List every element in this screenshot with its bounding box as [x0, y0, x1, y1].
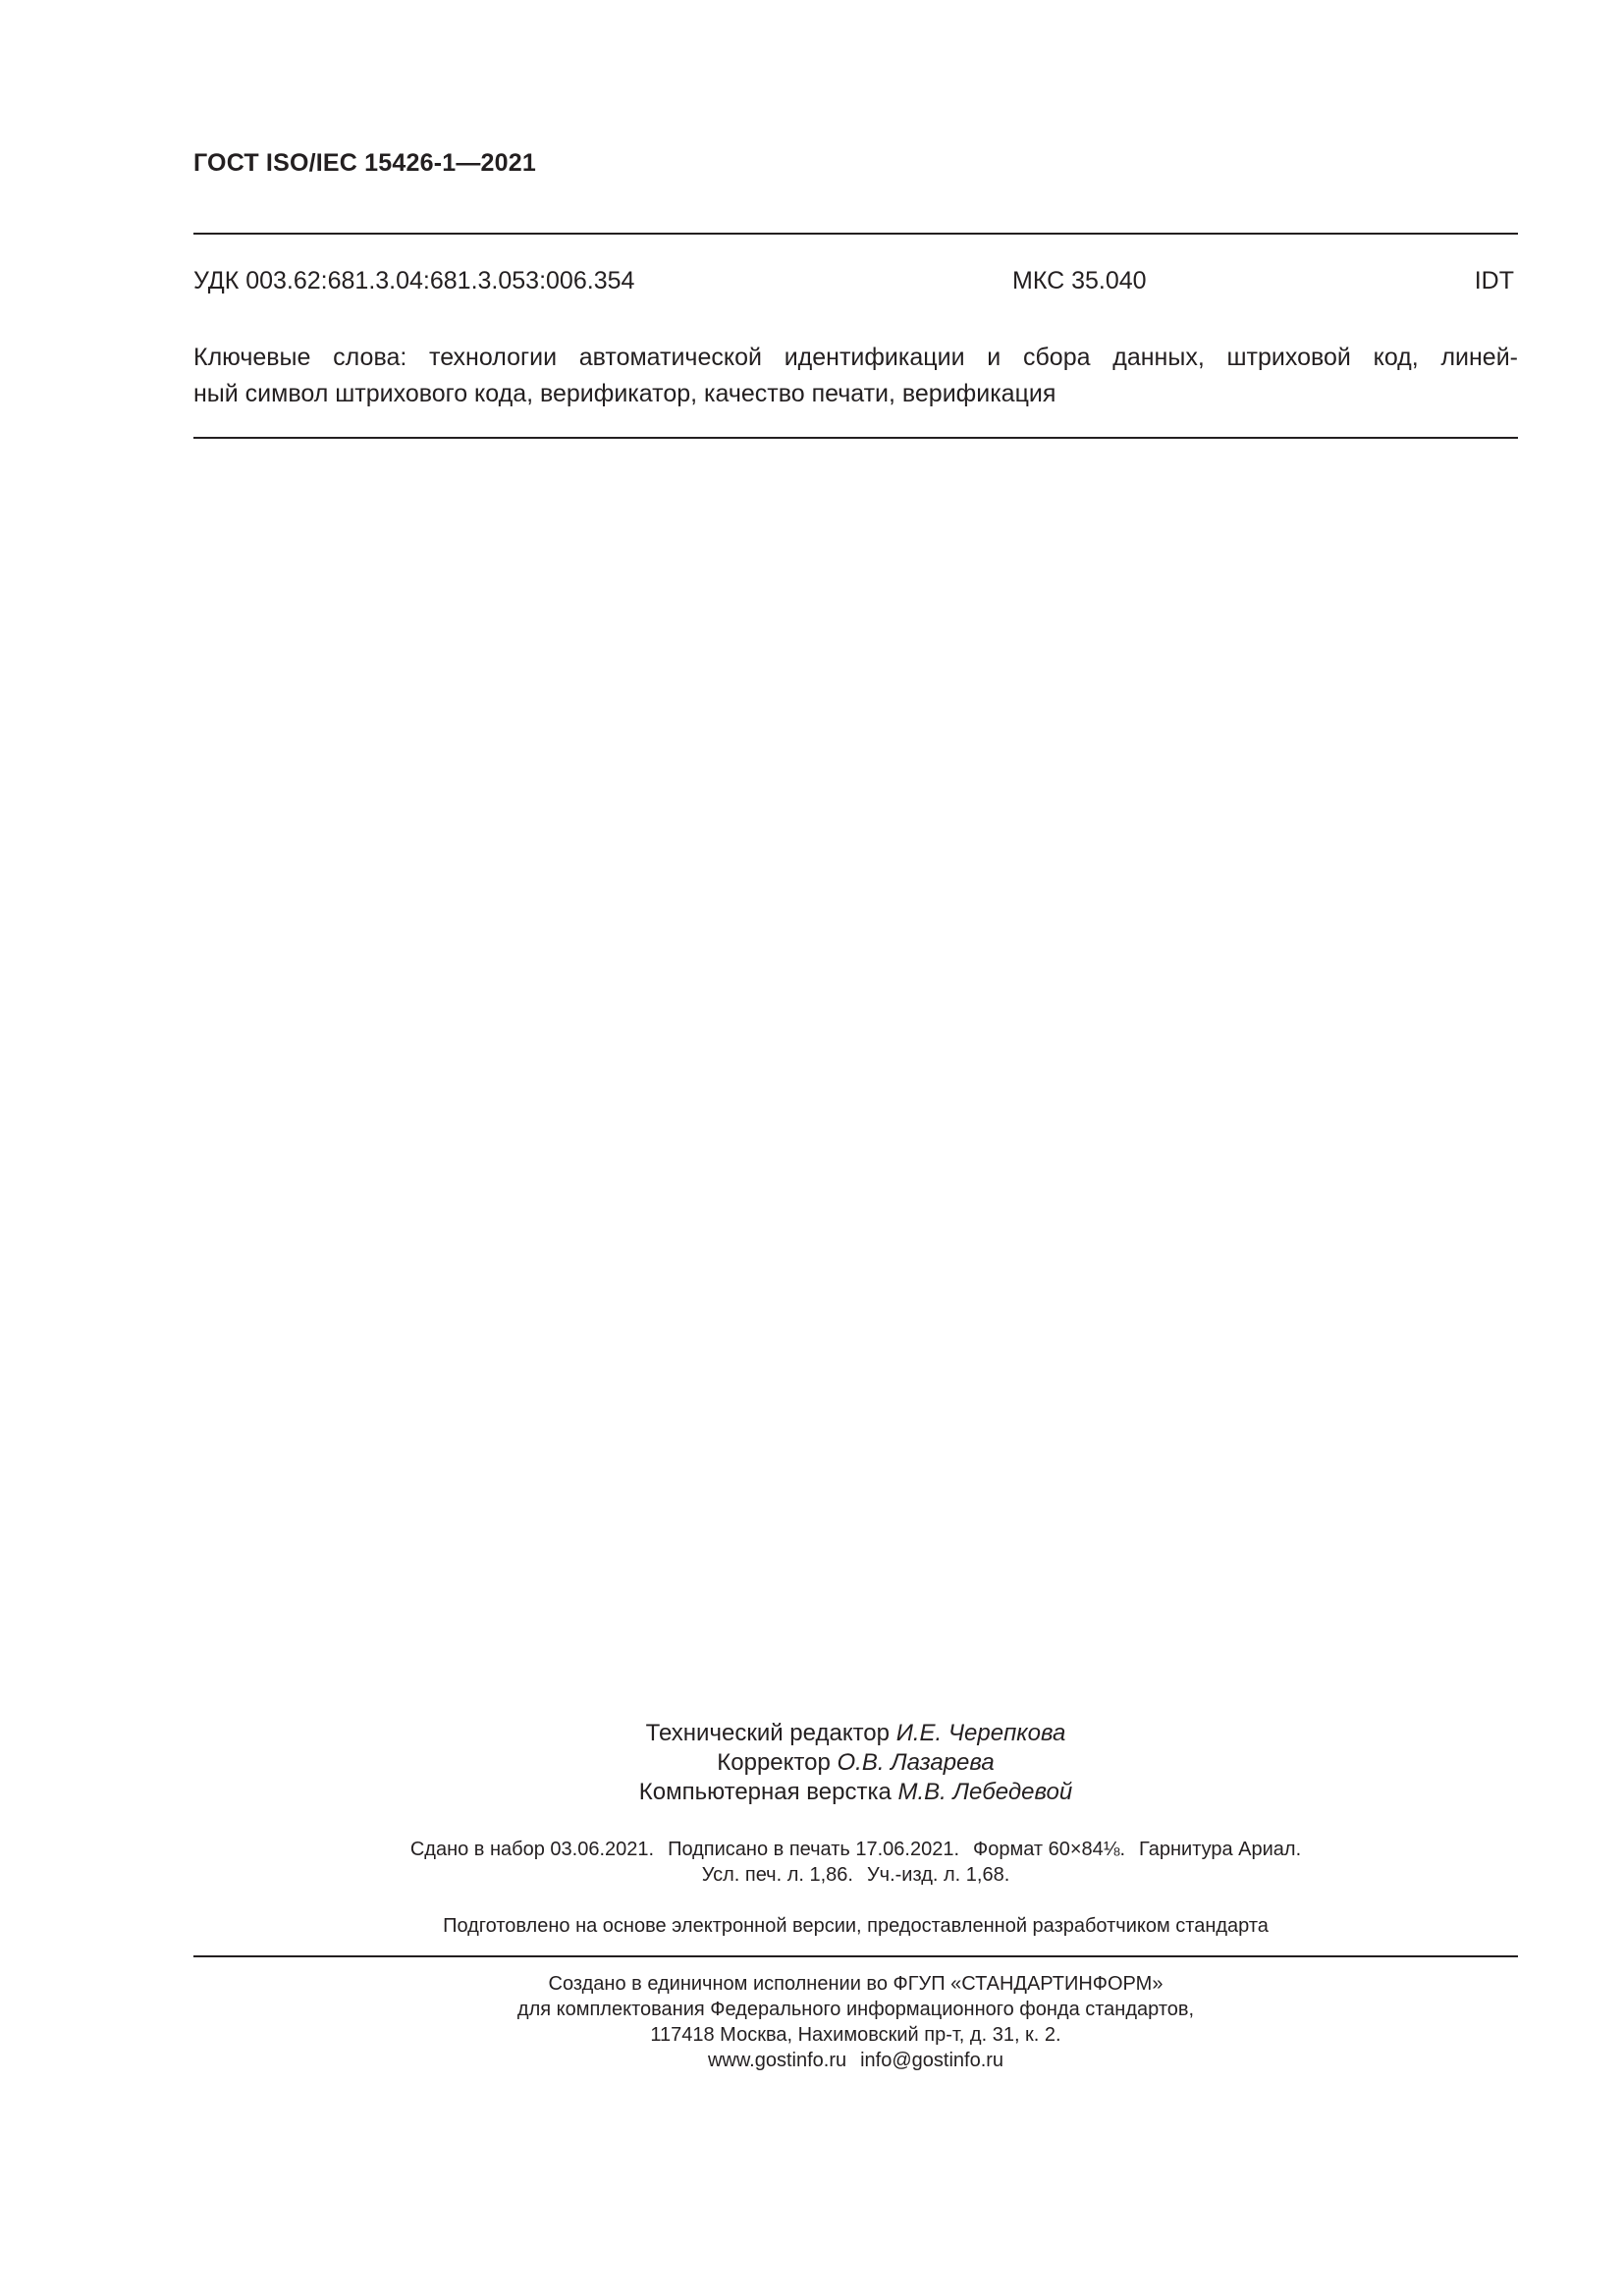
- print-sheets: Усл. печ. л. 1,86.: [701, 1864, 853, 1886]
- publisher-contacts: [193, 2048, 1518, 2073]
- tech-editor-role: Технический редактор: [645, 1720, 891, 1746]
- signed-date: Подписано в печать 17.06.2021.: [668, 1839, 960, 1860]
- classification-row: [193, 267, 1518, 298]
- credits-block: [193, 1719, 1518, 1807]
- prepared-note: Подготовлено на основе электронной версии, предоставленной разработчиком стандарта: [443, 1915, 1269, 1937]
- degree-of-correspondence: IDT: [1474, 267, 1514, 294]
- top-divider: [193, 233, 1518, 235]
- standard-code: ГОСТ ISO/IEC 15426-1—2021: [193, 149, 536, 177]
- publisher-address: 117418 Москва, Нахимовский пр-т, д. 31, к. 2.: [650, 2024, 1061, 2046]
- mks-code: МКС 35.040: [1012, 267, 1147, 294]
- udk-code: УДК 003.62:681.3.04:681.3.053:006.354: [193, 267, 635, 294]
- paper-format: Формат 60×84⅛.: [973, 1839, 1126, 1860]
- print-info-block: [193, 1837, 1518, 1888]
- layout-row: [193, 1778, 1518, 1807]
- typeface: Гарнитура Ариал.: [1139, 1839, 1302, 1860]
- keywords-block: [193, 340, 1518, 412]
- publisher-line-1: Создано в единичном исполнении во ФГУП «СТАНДАРТИНФОРМ»: [548, 1973, 1164, 1995]
- layout-role: Компьютерная верстка: [638, 1779, 892, 1805]
- tech-editor-row: [193, 1719, 1518, 1748]
- publication-sheets: Уч.-изд. л. 1,68.: [866, 1864, 1010, 1886]
- publisher-line-2: для комплектования Федерального информационного фонда стандартов,: [516, 1999, 1195, 2020]
- print-info-line-1: [193, 1837, 1518, 1862]
- keywords-divider: [193, 437, 1518, 439]
- tech-editor-name: И.Е. Черепкова: [895, 1720, 1066, 1746]
- print-info-line-2: [193, 1862, 1518, 1888]
- layout-name: М.В. Лебедевой: [897, 1779, 1073, 1805]
- submitted-date: Сдано в набор 03.06.2021.: [409, 1839, 655, 1860]
- corrector-role: Корректор: [717, 1749, 831, 1776]
- publisher-divider: [193, 1955, 1518, 1957]
- corrector-row: [193, 1748, 1518, 1778]
- publisher-block: [193, 1971, 1518, 2073]
- corrector-name: О.В. Лазарева: [837, 1749, 995, 1776]
- keywords-line-1: Ключевые слова: технологии автоматической идентификации и сбора данных, штриховой код, линей-: [193, 344, 1518, 371]
- keywords-line-2: ный символ штрихового кода, верификатор, качество печати, верификация: [193, 380, 1056, 407]
- email-link[interactable]: info@gostinfo.ru: [860, 2050, 1004, 2071]
- website-link[interactable]: www.gostinfo.ru: [707, 2050, 847, 2071]
